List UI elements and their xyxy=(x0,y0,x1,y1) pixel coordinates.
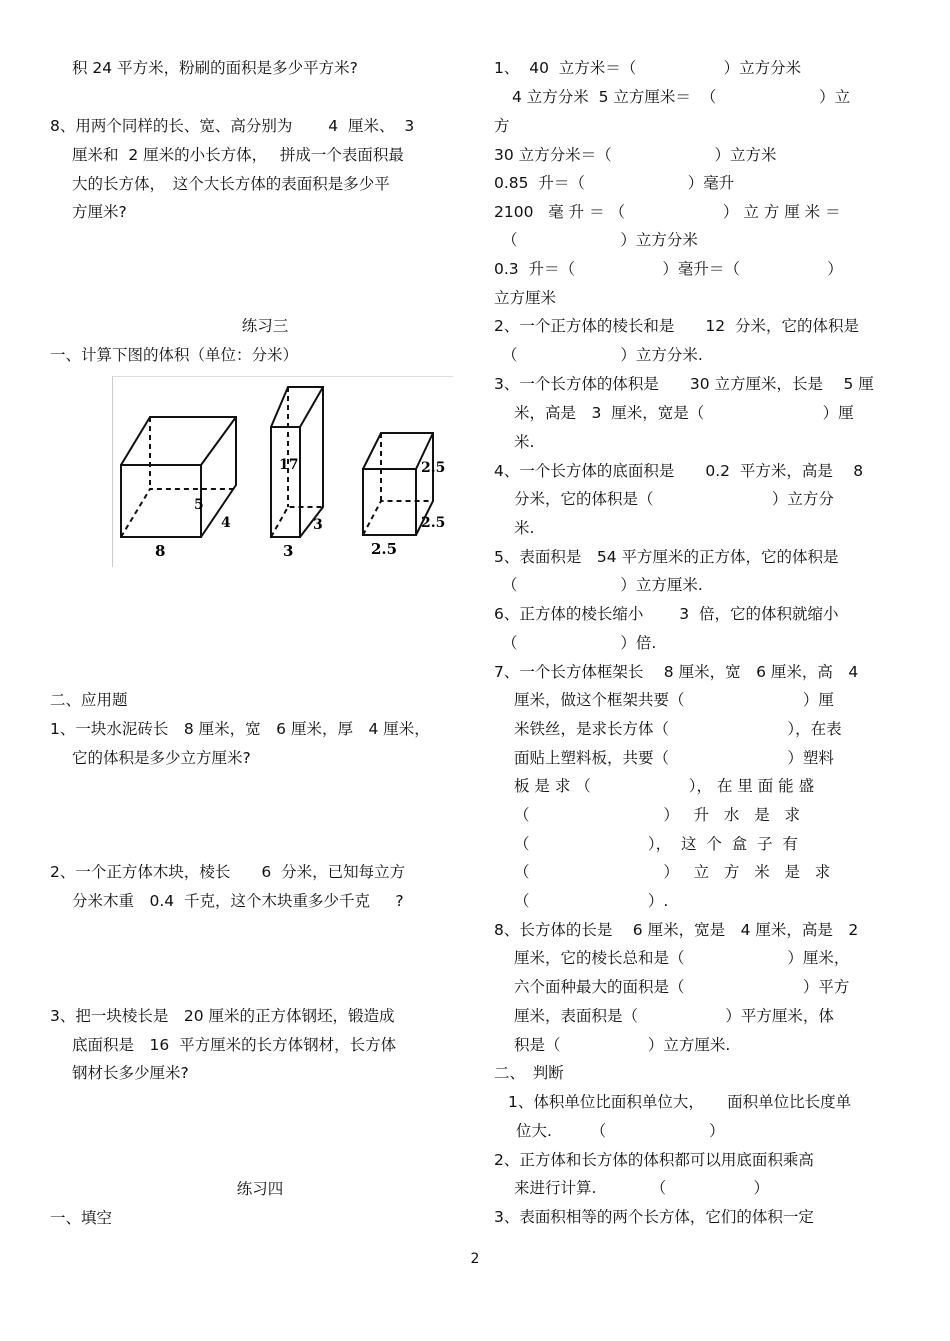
right-line: （ ）立方厘米. xyxy=(502,576,703,594)
right-line: （ ）， 这 个 盒 子 有 xyxy=(514,835,798,853)
exercise-3-title: 练习三 xyxy=(241,317,289,335)
right-line: 8、长方体的长是 6 厘米，宽是 4 厘米，高是 2 xyxy=(494,921,859,939)
left-q8-line-1: 8、用两个同样的长、宽、高分别为 4 厘米、 3 xyxy=(50,117,415,135)
right-line: 2、正方体和长方体的体积都可以用底面积乘高 xyxy=(494,1151,814,1169)
right-line: 来进行计算. （ ） xyxy=(514,1179,770,1197)
right-line: 4 立方分米 5 立方厘米＝ （ ）立 xyxy=(512,88,851,106)
left-q3-line-3: 钢材长多少厘米? xyxy=(72,1064,189,1082)
box3-depth-label: 2.5 xyxy=(421,515,446,531)
right-line: 厘米，做这个框架共要（ ）厘 xyxy=(514,691,834,709)
cuboid-1 xyxy=(121,417,236,537)
exercise-3-section-2: 二、应用题 xyxy=(50,691,128,709)
left-q1-line-2: 它的体积是多少立方厘米? xyxy=(72,749,251,767)
exercise-4-title: 练习四 xyxy=(236,1180,284,1198)
cuboid-drawings xyxy=(113,377,453,567)
right-line: 方 xyxy=(494,117,510,135)
page-number: 2 xyxy=(470,1251,480,1267)
left-q3-line-1: 3、把一块棱长是 20 厘米的正方体钢坯，锻造成 xyxy=(50,1007,395,1025)
box2-depth-label: 3 xyxy=(313,517,323,533)
right-line: 立方厘米 xyxy=(494,289,557,307)
box3-height-label: 2.5 xyxy=(421,460,446,476)
exercise-3-section-1: 一、计算下图的体积（单位：分米） xyxy=(50,346,299,364)
right-line: 7、一个长方体框架长 8 厘米，宽 6 厘米，高 4 xyxy=(494,663,859,681)
right-line: 5、表面积是 54 平方厘米的正方体，它的体积是 xyxy=(494,548,839,566)
right-line: 米. xyxy=(514,433,535,451)
right-line: 0.3 升＝（ ）毫升＝（ ） xyxy=(494,260,843,278)
box1-height-label: 5 xyxy=(194,497,204,513)
right-line: 1、体积单位比面积单位大， 面积单位比长度单 xyxy=(508,1093,852,1111)
left-q8-line-2: 厘米和 2 厘米的小长方体， 拼成一个表面积最 xyxy=(72,146,404,164)
right-line: 面贴上塑料板，共要（ ）塑料 xyxy=(514,749,834,767)
right-line: 六个面种最大的面积是（ ）平方 xyxy=(514,978,850,996)
right-line: 米. xyxy=(514,519,535,537)
right-line: 1、 40 立方米＝（ ）立方分米 xyxy=(494,59,802,77)
right-line: （ ）立方分米 xyxy=(502,231,698,249)
left-q8-line-3: 大的长方体， 这个大长方体的表面积是多少平 xyxy=(72,175,390,193)
left-q1-line-1: 1、一块水泥砖长 8 厘米，宽 6 厘米，厚 4 厘米， xyxy=(50,720,430,738)
right-line: 二、 判断 xyxy=(494,1064,564,1082)
right-line: （ ） 升 水 是 求 xyxy=(514,806,800,824)
right-line: 30 立方分米＝（ ）立方米 xyxy=(494,146,777,164)
left-p7-continuation: 积 24 平方米，粉刷的面积是多少平方米? xyxy=(72,59,358,77)
box1-width-label: 8 xyxy=(155,542,166,560)
right-line: 3、表面积相等的两个长方体，它们的体积一定 xyxy=(494,1208,814,1226)
right-line: 3、一个长方体的体积是 30 立方厘米，长是 5 厘 xyxy=(494,375,874,393)
right-line: 厘米，表面积是（ ）平方厘米，体 xyxy=(514,1007,834,1025)
left-q3-line-2: 底面积是 16 平方厘米的长方体钢材，长方体 xyxy=(72,1036,397,1054)
right-line: 积是（ ）立方厘米. xyxy=(514,1036,731,1054)
right-line: 2、一个正方体的棱长和是 12 分米，它的体积是 xyxy=(494,317,859,335)
exercise-4-section-1: 一、填空 xyxy=(50,1209,113,1227)
right-line: 0.85 升＝（ ）毫升 xyxy=(494,174,735,192)
volume-figure xyxy=(112,376,453,567)
box3-width-label: 2.5 xyxy=(371,540,398,558)
right-line: （ ）倍. xyxy=(502,634,657,652)
right-line: 分米，它的体积是（ ）立方分 xyxy=(514,490,834,508)
right-line: （ ） 立 方 米 是 求 xyxy=(514,863,831,881)
box2-height-label: 17 xyxy=(279,457,299,473)
right-line: 位大. （ ） xyxy=(516,1122,725,1140)
right-line: （ ）. xyxy=(514,892,669,910)
box2-width-label: 3 xyxy=(283,542,294,560)
right-line: 2100 毫 升 ＝ （ ） 立 方 厘 米 ＝ xyxy=(494,203,841,221)
right-line: 米铁丝，是求长方体（ ），在表 xyxy=(514,720,842,738)
left-q8-line-4: 方厘米? xyxy=(72,203,127,221)
right-line: 板 是 求 （ ）， 在 里 面 能 盛 xyxy=(514,777,815,795)
right-line: 米，高是 3 厘米，宽是（ ）厘 xyxy=(514,404,854,422)
right-line: 4、一个长方体的底面积是 0.2 平方米，高是 8 xyxy=(494,462,864,480)
right-line: 厘米，它的棱长总和是（ ）厘米， xyxy=(514,949,850,967)
left-q2-line-2: 分米木重 0.4 千克，这个木块重多少千克 ? xyxy=(72,892,404,910)
right-line: （ ）立方分米. xyxy=(502,346,703,364)
right-line: 6、正方体的棱长缩小 3 倍，它的体积就缩小 xyxy=(494,605,839,623)
left-q2-line-1: 2、一个正方体木块，棱长 6 分米，已知每立方 xyxy=(50,863,406,881)
box1-depth-label: 4 xyxy=(221,515,231,531)
